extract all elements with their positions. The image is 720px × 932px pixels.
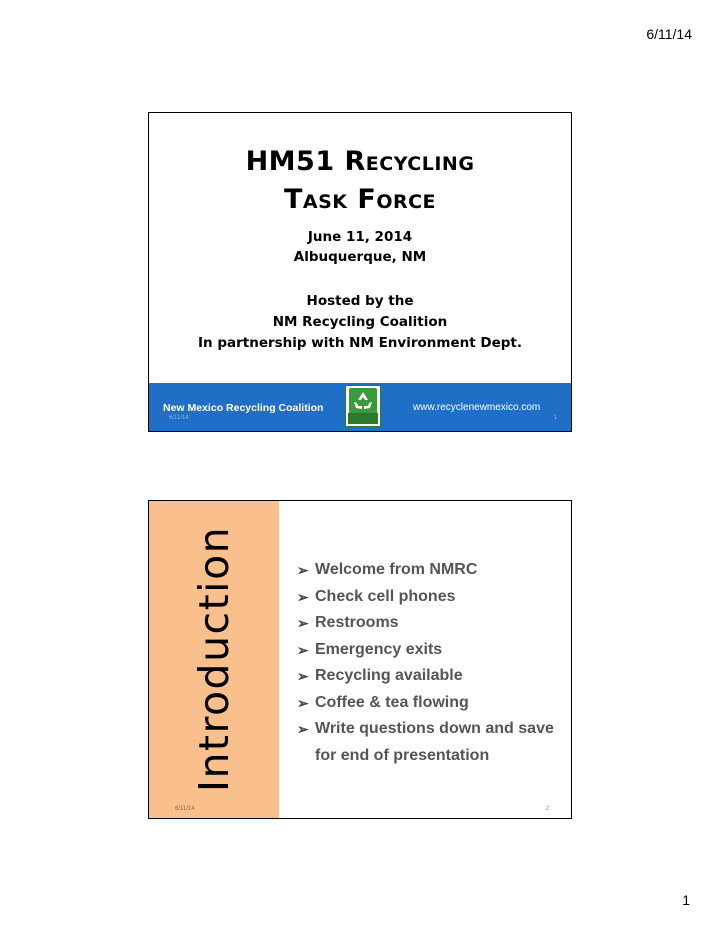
arrow-bullet-icon: ➢ xyxy=(297,562,309,578)
footer-slide-number: 1 xyxy=(553,415,557,421)
slide-2-number: 2 xyxy=(545,806,549,812)
slide-1-footer-banner xyxy=(149,383,571,431)
list-item: ➢ Recycling available xyxy=(295,663,565,690)
list-item: ➢ Welcome from NMRC xyxy=(295,557,565,584)
arrow-bullet-icon: ➢ xyxy=(297,694,309,711)
list-item: ➢ Emergency exits xyxy=(295,637,565,664)
list-item: ➢ Check cell phones xyxy=(295,584,565,611)
arrow-bullet-icon: ➢ xyxy=(297,615,309,631)
event-location: Albuquerque, NM xyxy=(293,249,427,265)
slide-2-sidebar xyxy=(149,501,279,818)
slide-2 xyxy=(148,500,572,819)
slide-1-subtitle xyxy=(149,227,571,267)
page-number: 1 xyxy=(682,892,690,908)
footer-url-link: www.recyclenewmexico.com xyxy=(413,402,541,413)
arrow-bullet-icon: ➢ xyxy=(297,668,309,684)
arrow-bullet-icon: ➢ xyxy=(297,721,309,737)
recycle-logo-icon xyxy=(345,385,381,427)
arrow-bullet-icon: ➢ xyxy=(297,641,309,658)
footer-org-name: New Mexico Recycling Coalition xyxy=(163,402,324,414)
page-date: 6/11/14 xyxy=(646,26,692,42)
list-item: ➢ Restrooms xyxy=(295,610,565,637)
slide-2-bullet-list xyxy=(295,557,565,769)
slide-1-title: HM51 Recycling Task Force xyxy=(245,146,475,215)
arrow-bullet-icon: ➢ xyxy=(297,588,309,605)
list-item: ➢ Coffee & tea flowing xyxy=(295,690,565,717)
slide-2-title: Introduction xyxy=(190,525,238,793)
event-date: June 11, 2014 xyxy=(307,229,413,245)
slide-1 xyxy=(148,112,572,432)
slide-2-date: 6/11/14 xyxy=(175,806,195,812)
slide-1-hosts: Hosted by the NM Recycling Coalition In partnership with NM Environment Dept. xyxy=(198,293,522,351)
list-item: ➢ Write questions down and save for end of presentation xyxy=(295,716,565,769)
footer-date: 6/11/14 xyxy=(169,415,189,421)
